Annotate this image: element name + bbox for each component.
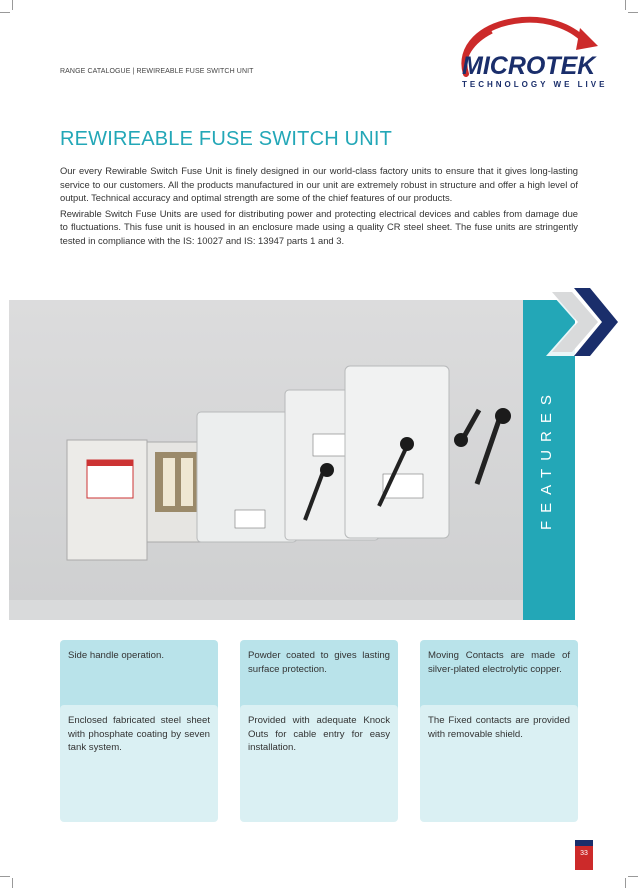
features-label: FEATURES: [538, 387, 555, 530]
feature-card: Side handle operation.: [60, 640, 218, 730]
crop-mark: [12, 878, 13, 888]
intro-text: [60, 164, 578, 250]
breadcrumb: RANGE CATALOGUE | REWIREABLE FUSE SWITCH UNIT: [60, 68, 254, 75]
logo-wordmark: MICROTEK: [462, 52, 596, 80]
feature-card: The Fixed contacts are provided with removable shield.: [420, 705, 578, 822]
page-title: REWIREABLE FUSE SWITCH UNIT: [60, 128, 393, 150]
page-number: 33: [580, 850, 588, 857]
fuse-unit-large: [345, 366, 449, 538]
crop-mark: [0, 876, 10, 877]
crop-mark: [12, 0, 13, 10]
crop-mark: [625, 878, 626, 888]
feature-card: Moving Contacts are made of silver-plated electrolytic copper.: [420, 640, 578, 730]
product-banner: [9, 300, 575, 620]
intro-paragraph: Our every Rewirable Switch Fuse Unit is finely designed in our world-class factory units to ensure that it gives long-lasting service to our customers. All the products manufactured in our unit are extremely robust in structure and offer a high level of output. Technical accuracy and optimal strength are some of the chief features of our products.: [60, 165, 578, 204]
crop-mark: [0, 12, 10, 13]
logo-tagline: TECHNOLOGY WE LIVE: [462, 80, 608, 89]
feature-card: Enclosed fabricated steel sheet with phosphate coating by seven tank system.: [60, 705, 218, 822]
product-photo: [9, 300, 525, 620]
intro-paragraph: Rewirable Switch Fuse Units are used for distributing power and protecting electrical devices and cables from damage due to fluctuations. This fuse unit is housed in an enclosure made using a quality CR steel sheet. The fuse units are stringently tested in compliance with the IS: 10027 and IS: 13947 parts 1 and 3.: [60, 207, 578, 246]
crop-mark: [628, 12, 638, 13]
feature-card: Powder coated to gives lasting surface protection.: [240, 640, 398, 730]
open-door: [67, 440, 147, 560]
crop-mark: [625, 0, 626, 10]
feature-card: Provided with adequate Knock Outs for cable entry for easy installation.: [240, 705, 398, 822]
chevron-decoration-icon: [538, 282, 622, 362]
crop-mark: [628, 876, 638, 877]
